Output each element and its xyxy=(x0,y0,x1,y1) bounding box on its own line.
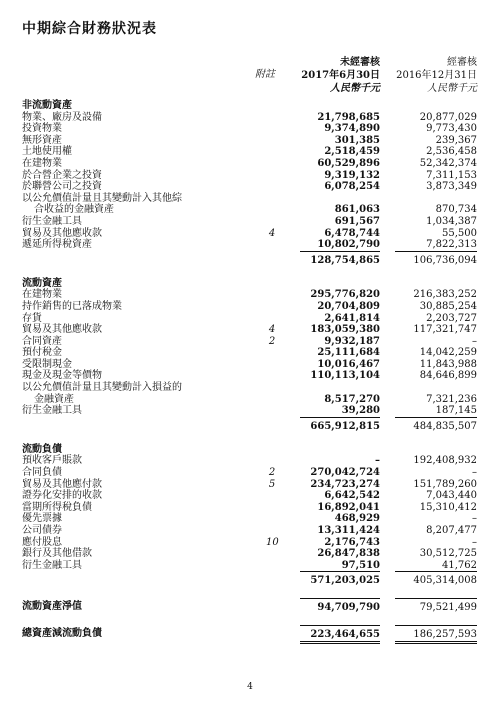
line-item-previous-value: 14,042,259 xyxy=(419,347,477,359)
section-total-row xyxy=(22,417,482,434)
section-gap xyxy=(22,434,482,444)
net-current-assets-previous: 79,521,499 xyxy=(395,598,477,614)
line-item-current-value: 295,776,820 xyxy=(310,289,380,301)
line-item-current-value: 21,798,685 xyxy=(317,111,380,123)
line-item-current-value: 9,932,187 xyxy=(324,335,380,347)
line-item-previous-value: – xyxy=(472,536,477,548)
line-item-label: 合同負債 xyxy=(22,467,62,479)
section-total-previous: 106,736,094 xyxy=(395,251,477,267)
line-item-label: 投資物業 xyxy=(22,123,62,135)
section-gap xyxy=(22,615,482,625)
line-item-label: 現金及現金等價物 xyxy=(22,370,102,382)
line-item-current-value: 6,642,542 xyxy=(324,490,380,502)
line-item-row xyxy=(22,347,482,359)
line-item-note: 10 xyxy=(266,536,279,548)
line-item-previous-value: 20,877,029 xyxy=(419,111,477,123)
line-item-row xyxy=(22,193,482,205)
line-item-label: 優先票據 xyxy=(22,513,62,525)
section-heading-label: 非流動資產 xyxy=(22,100,72,111)
line-item-label: 貿易及其他應付款 xyxy=(22,478,102,490)
line-item-previous-value: 117,321,747 xyxy=(413,324,477,336)
line-item-row xyxy=(22,525,482,537)
line-item-note: 2 xyxy=(268,335,276,347)
line-item-previous-value: 8,207,477 xyxy=(426,525,477,536)
total-assets-less-cl-label: 總資產減流動負債 xyxy=(22,628,102,640)
line-item-current-value: 25,111,684 xyxy=(317,347,380,359)
line-item-label: 應付股息 xyxy=(22,536,62,548)
line-item-previous-value: 7,311,153 xyxy=(426,169,477,181)
line-item-previous-value: 7,822,313 xyxy=(426,239,477,251)
line-item-row xyxy=(22,336,482,348)
line-item-row xyxy=(22,301,482,313)
section-total-row xyxy=(22,251,482,268)
line-item-current-value: 2,641,814 xyxy=(324,312,380,324)
line-item-current-value: 20,704,809 xyxy=(317,300,380,312)
line-item-previous-value: 239,367 xyxy=(435,134,477,146)
total-assets-less-cl-previous: 186,257,593 xyxy=(395,625,477,644)
previous-unit: 人民幣千元 xyxy=(427,83,477,94)
line-item-label: 預收客戶賬款 xyxy=(22,455,82,467)
line-item-previous-value: 2,536,458 xyxy=(426,146,477,158)
line-item-current-value: 6,078,254 xyxy=(324,181,380,193)
line-item-row xyxy=(22,405,482,417)
line-item-previous-value: 84,646,899 xyxy=(419,370,477,382)
line-item-previous-value: 192,408,932 xyxy=(413,455,477,467)
line-item-note: 4 xyxy=(268,324,276,336)
net-current-assets-current: 94,709,790 xyxy=(300,598,380,614)
current-date: 2017年6月30日 xyxy=(301,70,380,81)
line-item-label: 貿易及其他應收款 xyxy=(22,227,102,239)
line-item-row xyxy=(22,455,482,467)
line-item-label: 銀行及其他借款 xyxy=(22,548,92,560)
line-item-row xyxy=(22,313,482,325)
line-item-label: 於聯營公司之投資 xyxy=(22,181,102,193)
current-period-header xyxy=(300,56,380,95)
line-item-row xyxy=(22,289,482,301)
line-item-row xyxy=(22,359,482,371)
line-item-row xyxy=(22,537,482,549)
line-item-current-value: 468,929 xyxy=(334,513,380,525)
line-item-label: 衍生金融工具 xyxy=(22,215,82,227)
statement-body xyxy=(22,100,482,642)
line-item-current-value: 2,518,459 xyxy=(324,146,380,158)
line-item-label: 持作銷售的已落成物業 xyxy=(22,300,122,312)
line-item-current-value: 39,280 xyxy=(341,405,380,417)
previous-date: 2016年12月31日 xyxy=(396,70,477,81)
line-item-label: 存貨 xyxy=(22,312,42,324)
section-gap xyxy=(22,268,482,278)
line-item-previous-value: 15,310,412 xyxy=(419,501,477,513)
line-item-label: 預付稅金 xyxy=(22,347,62,359)
line-item-row xyxy=(22,394,482,406)
line-item-row xyxy=(22,239,482,251)
line-item-label: 以公允價值計量且其變動計入其他綜 xyxy=(22,192,182,204)
line-item-row xyxy=(22,204,482,216)
line-item-previous-value: 216,383,252 xyxy=(413,289,477,301)
line-item-label: 無形資產 xyxy=(22,134,62,146)
line-item-label: 在建物業 xyxy=(22,157,62,169)
line-item-current-value: 16,892,041 xyxy=(317,501,380,513)
line-item-previous-value: 7,321,236 xyxy=(426,393,477,405)
line-item-row xyxy=(22,502,482,514)
line-item-label: 合同資產 xyxy=(22,335,62,347)
line-item-row xyxy=(22,324,482,336)
line-item-current-value: 301,385 xyxy=(334,134,380,146)
section-total-current: 571,203,025 xyxy=(300,571,380,587)
line-item-previous-value: 151,789,260 xyxy=(413,478,477,490)
line-item-previous-value: 41,762 xyxy=(442,559,477,571)
line-item-previous-value: – xyxy=(472,467,477,479)
line-item-row xyxy=(22,467,482,479)
note-column-header: 附註 xyxy=(255,69,275,80)
line-item-row xyxy=(22,158,482,170)
section-heading-label: 流動負債 xyxy=(22,443,62,455)
previous-period-header xyxy=(395,56,477,95)
section-heading xyxy=(22,444,482,456)
line-item-current-value: 10,802,790 xyxy=(317,239,380,251)
line-item-current-value: 97,510 xyxy=(341,559,380,571)
line-item-row xyxy=(22,146,482,158)
line-item-row xyxy=(22,370,482,382)
section-heading xyxy=(22,278,482,290)
net-current-assets-row xyxy=(22,598,482,615)
line-item-current-value: – xyxy=(375,455,380,467)
section-heading xyxy=(22,100,482,112)
line-item-row xyxy=(22,382,482,394)
line-item-current-value: 9,374,890 xyxy=(324,123,380,135)
line-item-current-value: 110,113,104 xyxy=(310,370,380,382)
line-item-row xyxy=(22,228,482,240)
line-item-previous-value: 2,203,727 xyxy=(426,312,477,324)
line-item-current-value: 10,016,467 xyxy=(317,358,380,370)
line-item-row xyxy=(22,181,482,193)
line-item-row xyxy=(22,216,482,228)
line-item-row xyxy=(22,479,482,491)
line-item-label: 於合營企業之投資 xyxy=(22,169,102,181)
section-total-current: 128,754,865 xyxy=(300,251,380,267)
line-item-label: 在建物業 xyxy=(22,289,62,301)
line-item-label: 當期所得稅負債 xyxy=(22,501,92,513)
previous-audit-status: 經審核 xyxy=(447,57,477,68)
line-item-label: 衍生金融工具 xyxy=(22,559,82,571)
line-item-label: 衍生金融工具 xyxy=(22,405,82,417)
current-unit: 人民幣千元 xyxy=(330,83,380,94)
line-item-note: 4 xyxy=(268,227,276,239)
line-item-label: 受限制現金 xyxy=(22,358,72,370)
line-item-previous-value: 52,342,374 xyxy=(419,157,477,169)
line-item-label: 土地使用權 xyxy=(22,146,72,158)
line-item-previous-value: 870,734 xyxy=(435,204,477,216)
line-item-row xyxy=(22,513,482,525)
line-item-previous-value: – xyxy=(472,335,477,347)
line-item-label: 金融資產 xyxy=(34,393,74,405)
line-item-current-value: 26,847,838 xyxy=(317,548,380,560)
line-item-previous-value: 7,043,440 xyxy=(426,490,477,502)
line-item-label: 物業、廠房及設備 xyxy=(22,111,102,123)
line-item-previous-value: 11,843,988 xyxy=(419,358,477,370)
line-item-row xyxy=(22,123,482,135)
total-assets-less-current-liabilities-row xyxy=(22,625,482,642)
section-heading-label: 流動資產 xyxy=(22,277,62,289)
line-item-row xyxy=(22,490,482,502)
line-item-previous-value: 55,500 xyxy=(442,227,477,239)
line-item-note: 5 xyxy=(268,478,276,490)
line-item-previous-value: 30,512,725 xyxy=(419,548,477,560)
line-item-current-value: 8,517,270 xyxy=(324,393,380,405)
total-assets-less-cl-current: 223,464,655 xyxy=(300,625,380,644)
section-total-previous: 405,314,008 xyxy=(395,571,477,587)
line-item-current-value: 6,478,744 xyxy=(324,227,380,239)
line-item-previous-value: – xyxy=(472,513,477,525)
section-total-row xyxy=(22,571,482,588)
net-current-assets-label: 流動資產淨值 xyxy=(22,601,82,613)
line-item-current-value: 9,319,132 xyxy=(324,169,380,181)
line-item-row xyxy=(22,548,482,560)
line-item-current-value: 13,311,424 xyxy=(317,525,380,536)
line-item-previous-value: 3,873,349 xyxy=(426,181,477,193)
line-item-label: 以公允價值計量且其變動計入損益的 xyxy=(22,382,182,394)
line-item-label: 證券化安排的收款 xyxy=(22,490,102,502)
section-total-current: 665,912,815 xyxy=(300,417,380,433)
section-gap xyxy=(22,588,482,598)
line-item-current-value: 861,063 xyxy=(334,204,380,216)
current-audit-status: 未經審核 xyxy=(340,57,380,68)
line-item-row xyxy=(22,170,482,182)
line-item-current-value: 234,723,274 xyxy=(310,478,380,490)
line-item-label: 貿易及其他應收款 xyxy=(22,324,102,336)
line-item-current-value: 270,042,724 xyxy=(310,467,380,479)
line-item-current-value: 60,529,896 xyxy=(317,157,380,169)
section-total-previous: 484,835,507 xyxy=(395,417,477,433)
line-item-current-value: 183,059,380 xyxy=(310,324,380,336)
line-item-previous-value: 9,773,430 xyxy=(426,123,477,135)
line-item-current-value: 2,176,743 xyxy=(324,536,380,548)
line-item-note: 2 xyxy=(268,467,276,479)
line-item-previous-value: 30,885,254 xyxy=(419,300,477,312)
line-item-label: 公司債券 xyxy=(22,525,62,536)
statement-title: 中期綜合財務狀況表 xyxy=(22,21,157,37)
line-item-row xyxy=(22,135,482,147)
line-item-row xyxy=(22,112,482,124)
line-item-label: 遞延所得稅資產 xyxy=(22,239,92,251)
line-item-row xyxy=(22,560,482,572)
line-item-previous-value: 187,145 xyxy=(435,405,477,417)
line-item-current-value: 691,567 xyxy=(334,215,380,227)
line-item-previous-value: 1,034,387 xyxy=(426,215,477,227)
line-item-label: 合收益的金融資產 xyxy=(34,204,114,216)
page-number: 4 xyxy=(247,682,253,692)
